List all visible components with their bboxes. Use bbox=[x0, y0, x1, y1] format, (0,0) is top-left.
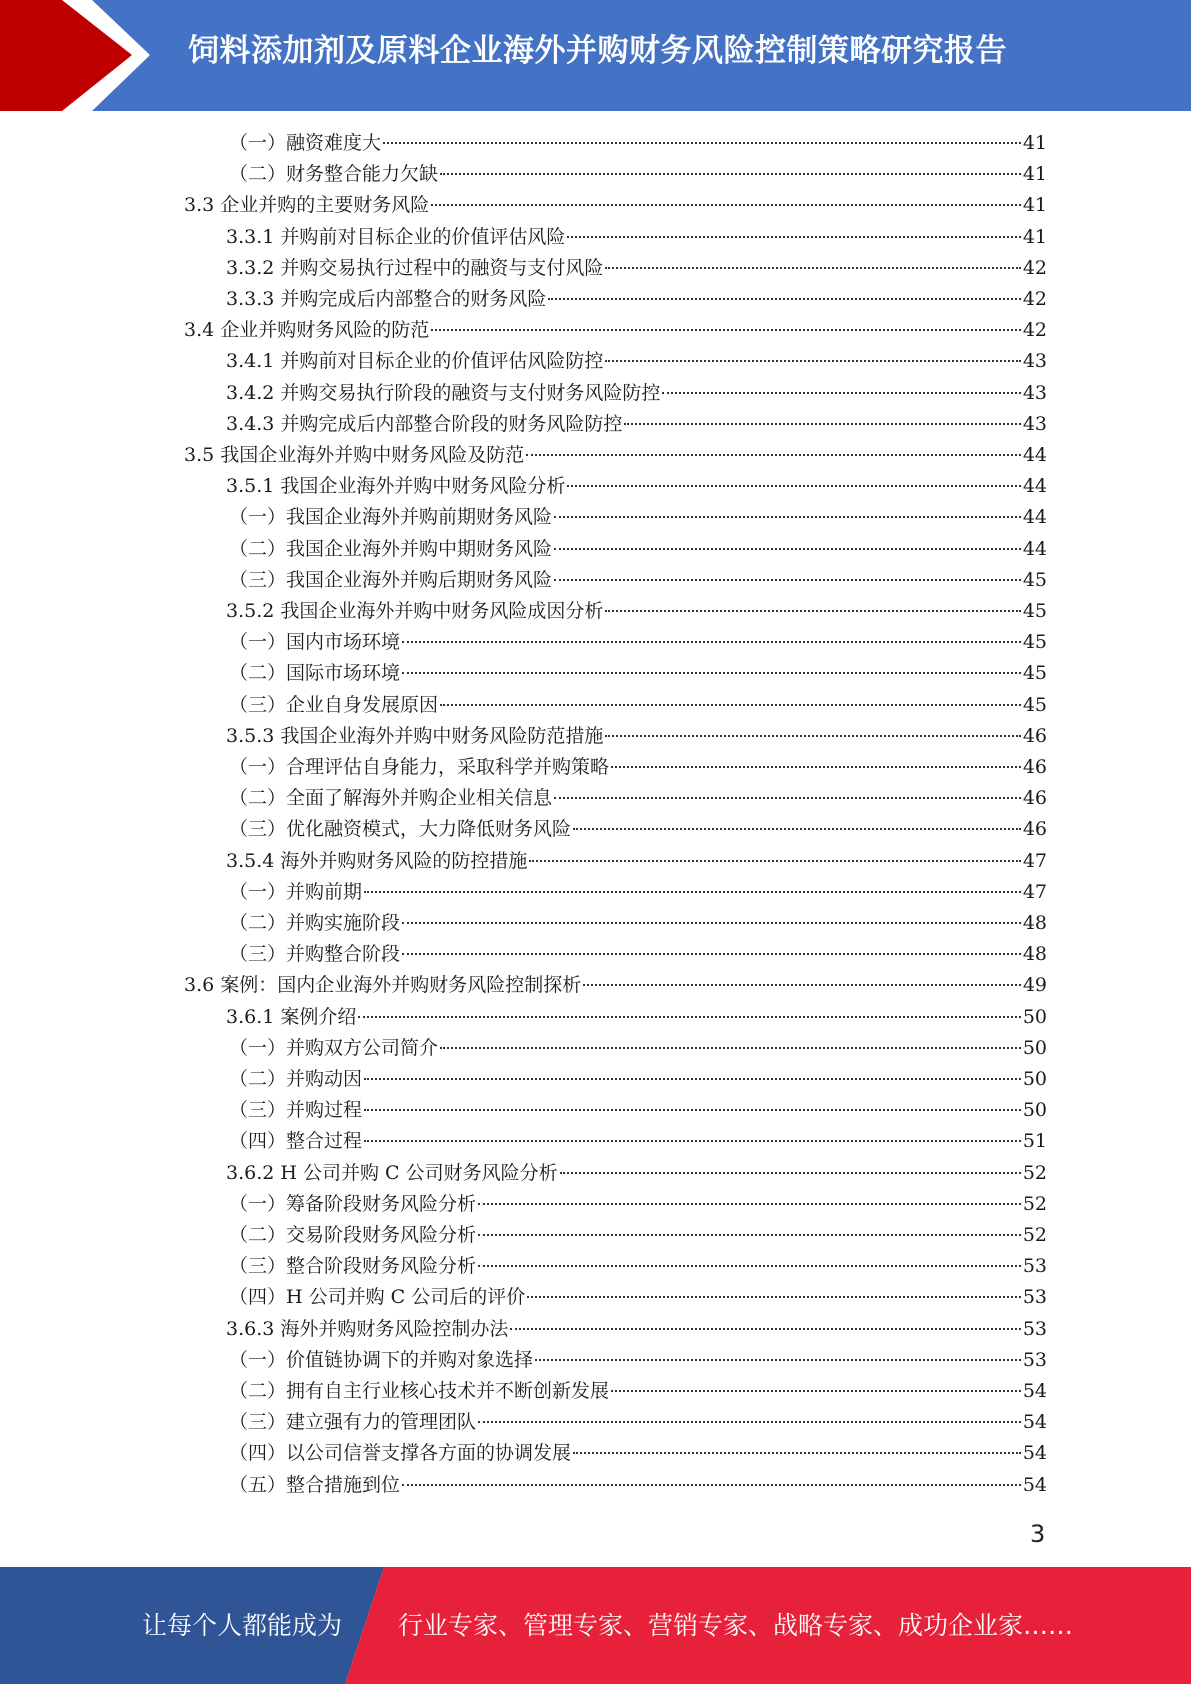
toc-entry-page: 44 bbox=[1022, 537, 1047, 560]
toc-entry-label: （四）H 公司并购 C 公司后的评价 bbox=[229, 1286, 526, 1309]
page-header bbox=[0, 0, 1191, 111]
toc-entry-label: 3.6.3 海外并购财务风险控制办法 bbox=[226, 1317, 509, 1340]
toc-dot-leader bbox=[364, 1077, 1021, 1080]
toc-entry-label: 3.3 企业并购的主要财务风险 bbox=[184, 194, 430, 217]
toc-entry-label: 3.6.1 案例介绍 bbox=[226, 1005, 357, 1028]
toc-dot-leader bbox=[554, 547, 1021, 550]
toc-entry-page: 41 bbox=[1022, 194, 1047, 217]
toc-entry-label: 3.6 案例：国内企业海外并购财务风险控制探析 bbox=[184, 974, 582, 997]
toc-dot-leader bbox=[560, 1171, 1021, 1174]
toc-entry-label: （一）我国企业海外并购前期财务风险 bbox=[229, 506, 553, 529]
toc-entry-label: （二）并购实施阶段 bbox=[229, 912, 401, 934]
toc-entry-page: 54 bbox=[1022, 1380, 1047, 1402]
toc-entry[interactable] bbox=[229, 627, 1047, 658]
toc-entry[interactable] bbox=[226, 1314, 1047, 1345]
toc-entry-page: 42 bbox=[1022, 288, 1047, 310]
page-number: 3 bbox=[1030, 1520, 1046, 1548]
toc-entry-label: （三）优化融资模式，大力降低财务风险 bbox=[229, 818, 572, 841]
toc-entry-label: （三）并购整合阶段 bbox=[229, 943, 401, 966]
toc-dot-leader bbox=[440, 1046, 1021, 1049]
toc-entry[interactable] bbox=[229, 534, 1047, 565]
toc-entry-page: 45 bbox=[1022, 693, 1047, 716]
toc-entry-label: （二）并购动因 bbox=[229, 1068, 363, 1090]
toc-entry[interactable] bbox=[226, 253, 1047, 284]
toc-dot-leader bbox=[554, 578, 1021, 581]
toc-dot-leader bbox=[605, 734, 1020, 737]
toc-entry-label: （二）全面了解海外并购企业相关信息 bbox=[229, 787, 553, 810]
toc-dot-leader bbox=[431, 328, 1021, 331]
toc-entry-page: 54 bbox=[1022, 1411, 1047, 1434]
toc-entry[interactable] bbox=[229, 1282, 1047, 1313]
toc-entry-label: 3.3.3 并购完成后内部整合的财务风险 bbox=[226, 288, 547, 310]
toc-entry-label: （三）企业自身发展原因 bbox=[229, 693, 439, 716]
toc-entry-page: 47 bbox=[1022, 880, 1047, 903]
toc-entry-page: 46 bbox=[1022, 818, 1047, 841]
toc-entry-page: 43 bbox=[1022, 412, 1047, 435]
toc-dot-leader bbox=[605, 359, 1020, 362]
toc-entry-page: 43 bbox=[1022, 381, 1047, 404]
toc-entry[interactable] bbox=[229, 908, 1047, 939]
toc-dot-leader bbox=[383, 141, 1021, 144]
toc-dot-leader bbox=[529, 859, 1020, 862]
toc-dot-leader bbox=[548, 297, 1020, 300]
toc-entry-label: 3.5.3 我国企业海外并购中财务风险防范措施 bbox=[226, 724, 604, 747]
toc-dot-leader bbox=[573, 827, 1021, 830]
toc-entry-page: 46 bbox=[1022, 787, 1047, 810]
toc-entry-label: （一）并购前期 bbox=[229, 880, 363, 903]
toc-entry-label: （二）拥有自主行业核心技术并不断创新发展 bbox=[229, 1380, 610, 1402]
toc-entry[interactable] bbox=[229, 1189, 1047, 1220]
toc-entry-page: 45 bbox=[1022, 631, 1047, 654]
toc-entry-label: 3.4.3 并购完成后内部整合阶段的财务风险防控 bbox=[226, 412, 623, 435]
toc-entry-page: 50 bbox=[1022, 1005, 1047, 1028]
toc-entry-page: 42 bbox=[1022, 319, 1047, 342]
toc-entry-label: 3.4 企业并购财务风险的防范 bbox=[184, 319, 430, 342]
toc-entry-page: 52 bbox=[1022, 1192, 1047, 1215]
toc-entry[interactable] bbox=[226, 346, 1047, 377]
toc-entry[interactable] bbox=[229, 1220, 1047, 1251]
toc-entry[interactable] bbox=[226, 378, 1047, 409]
toc-dot-leader bbox=[510, 1327, 1020, 1330]
toc-entry[interactable] bbox=[226, 409, 1047, 440]
toc-entry[interactable] bbox=[229, 783, 1047, 814]
toc-entry-label: （一）价值链协调下的并购对象选择 bbox=[229, 1348, 534, 1371]
toc-dot-leader bbox=[624, 422, 1020, 425]
toc-entry-page: 44 bbox=[1022, 444, 1047, 466]
toc-dot-leader bbox=[554, 796, 1021, 799]
toc-entry-page: 41 bbox=[1022, 225, 1047, 248]
toc-entry-page: 52 bbox=[1022, 1161, 1047, 1184]
toc-entry-label: （一）融资难度大 bbox=[229, 132, 382, 154]
toc-entry[interactable] bbox=[229, 1470, 1047, 1501]
toc-dot-leader bbox=[611, 1389, 1021, 1392]
toc-entry[interactable] bbox=[229, 1095, 1047, 1126]
toc-entry[interactable] bbox=[184, 970, 1047, 1001]
toc-entry-page: 53 bbox=[1022, 1317, 1047, 1340]
toc-entry-label: （四）整合过程 bbox=[229, 1130, 363, 1153]
toc-entry-page: 53 bbox=[1022, 1255, 1047, 1278]
toc-entry-label: 3.4.2 并购交易执行阶段的融资与支付财务风险防控 bbox=[226, 381, 661, 404]
toc-dot-leader bbox=[478, 1202, 1021, 1205]
toc-entry[interactable] bbox=[229, 1064, 1047, 1095]
toc-entry-page: 49 bbox=[1022, 974, 1047, 997]
toc-entry-label: （一）并购双方公司简介 bbox=[229, 1036, 439, 1059]
toc-entry-page: 45 bbox=[1022, 568, 1047, 591]
toc-dot-leader bbox=[431, 203, 1021, 206]
toc-entry[interactable] bbox=[184, 190, 1047, 221]
toc-entry-page: 52 bbox=[1022, 1224, 1047, 1246]
toc-dot-leader bbox=[402, 1483, 1021, 1486]
toc-entry-page: 50 bbox=[1022, 1036, 1047, 1059]
toc-entry-label: （一）筹备阶段财务风险分析 bbox=[229, 1192, 477, 1215]
toc-dot-leader bbox=[567, 484, 1020, 487]
toc-entry[interactable] bbox=[229, 877, 1047, 908]
toc-entry[interactable] bbox=[226, 721, 1047, 752]
toc-dot-leader bbox=[583, 983, 1021, 986]
toc-dot-leader bbox=[535, 1358, 1021, 1361]
toc-entry-label: 3.5.4 海外并购财务风险的防控措施 bbox=[226, 849, 528, 872]
toc-entry[interactable] bbox=[229, 502, 1047, 533]
toc-entry[interactable] bbox=[226, 222, 1047, 253]
toc-entry-page: 54 bbox=[1022, 1442, 1047, 1465]
toc-dot-leader bbox=[554, 515, 1021, 518]
toc-dot-leader bbox=[567, 235, 1020, 238]
toc-entry-label: （二）国际市场环境 bbox=[229, 662, 401, 685]
toc-entry-page: 54 bbox=[1022, 1473, 1047, 1496]
toc-entry-page: 41 bbox=[1022, 163, 1047, 186]
toc-entry[interactable] bbox=[226, 1002, 1047, 1033]
toc-entry[interactable] bbox=[229, 1407, 1047, 1438]
toc-entry-label: （三）我国企业海外并购后期财务风险 bbox=[229, 568, 553, 591]
toc-dot-leader bbox=[527, 1295, 1021, 1298]
toc-dot-leader bbox=[364, 1108, 1021, 1111]
toc-entry-label: （二）交易阶段财务风险分析 bbox=[229, 1224, 477, 1246]
toc-entry-page: 42 bbox=[1022, 256, 1047, 279]
toc-entry-page: 48 bbox=[1022, 912, 1047, 934]
toc-entry-label: 3.5.1 我国企业海外并购中财务风险分析 bbox=[226, 475, 566, 498]
toc-entry-page: 44 bbox=[1022, 506, 1047, 529]
toc-entry[interactable] bbox=[229, 658, 1047, 689]
toc-entry-label: 3.4.1 并购前对目标企业的价值评估风险防控 bbox=[226, 350, 604, 373]
toc-dot-leader bbox=[605, 609, 1020, 612]
toc-entry[interactable] bbox=[229, 939, 1047, 970]
toc-entry-page: 47 bbox=[1022, 849, 1047, 872]
toc-entry-label: （三）整合阶段财务风险分析 bbox=[229, 1255, 477, 1278]
toc-dot-leader bbox=[662, 391, 1020, 394]
toc-entry[interactable] bbox=[226, 596, 1047, 627]
toc-entry-label: 3.6.2 H 公司并购 C 公司财务风险分析 bbox=[226, 1161, 558, 1184]
toc-entry-page: 51 bbox=[1022, 1130, 1047, 1153]
toc-entry-page: 41 bbox=[1022, 132, 1047, 154]
toc-entry-page: 48 bbox=[1022, 943, 1047, 966]
toc-entry-label: （三）建立强有力的管理团队 bbox=[229, 1411, 477, 1434]
toc-dot-leader bbox=[611, 765, 1021, 768]
toc-dot-leader bbox=[364, 890, 1021, 893]
toc-entry[interactable] bbox=[229, 1376, 1047, 1407]
toc-dot-leader bbox=[605, 266, 1020, 269]
toc-entry-label: 3.3.2 并购交易执行过程中的融资与支付风险 bbox=[226, 256, 604, 279]
toc-entry-page: 50 bbox=[1022, 1068, 1047, 1090]
page-footer bbox=[0, 1567, 1191, 1684]
toc-entry[interactable] bbox=[226, 846, 1047, 877]
toc-entry-page: 53 bbox=[1022, 1348, 1047, 1371]
toc-entry[interactable] bbox=[229, 1251, 1047, 1282]
toc-entry-page: 45 bbox=[1022, 662, 1047, 685]
toc-entry[interactable] bbox=[229, 128, 1047, 159]
toc-entry[interactable] bbox=[226, 471, 1047, 502]
toc-entry-label: （二）我国企业海外并购中期财务风险 bbox=[229, 537, 553, 560]
toc-entry-label: （五）整合措施到位 bbox=[229, 1473, 401, 1496]
toc-entry-label: 3.5 我国企业海外并购中财务风险及防范 bbox=[184, 444, 525, 466]
toc-dot-leader bbox=[402, 640, 1021, 643]
toc-entry-label: （二）财务整合能力欠缺 bbox=[229, 163, 439, 186]
toc-entry[interactable] bbox=[229, 1438, 1047, 1469]
document-title: 饲料添加剂及原料企业海外并购财务风险控制策略研究报告 bbox=[188, 33, 1007, 69]
toc-entry[interactable] bbox=[226, 284, 1047, 315]
toc-dot-leader bbox=[402, 921, 1021, 924]
toc-dot-leader bbox=[478, 1233, 1021, 1236]
toc-dot-leader bbox=[526, 453, 1021, 456]
toc-entry-page: 45 bbox=[1022, 600, 1047, 622]
toc-dot-leader bbox=[478, 1420, 1021, 1423]
footer-slogan-right: 行业专家、管理专家、营销专家、战略专家、成功企业家…… bbox=[398, 1611, 1074, 1640]
footer-slogan-left: 让每个人都能成为 bbox=[142, 1611, 343, 1640]
toc-entry-label: （一）国内市场环境 bbox=[229, 631, 401, 654]
toc-entry-label: 3.3.1 并购前对目标企业的价值评估风险 bbox=[226, 225, 566, 248]
toc-entry-page: 53 bbox=[1022, 1286, 1047, 1309]
toc-entry-page: 43 bbox=[1022, 350, 1047, 373]
toc-entry-page: 46 bbox=[1022, 756, 1047, 778]
toc-dot-leader bbox=[402, 671, 1021, 674]
toc-entry[interactable] bbox=[229, 690, 1047, 721]
toc-dot-leader bbox=[358, 1015, 1020, 1018]
toc-entry[interactable] bbox=[229, 565, 1047, 596]
toc-entry-page: 44 bbox=[1022, 475, 1047, 498]
toc-entry[interactable] bbox=[229, 159, 1047, 190]
toc-entry-label: （四）以公司信誉支撑各方面的协调发展 bbox=[229, 1442, 572, 1465]
toc-dot-leader bbox=[573, 1451, 1021, 1454]
toc-entry[interactable] bbox=[184, 315, 1047, 346]
toc-entry[interactable] bbox=[229, 1345, 1047, 1376]
toc-entry[interactable] bbox=[229, 1126, 1047, 1157]
toc-entry-label: （三）并购过程 bbox=[229, 1099, 363, 1122]
toc-entry-page: 46 bbox=[1022, 724, 1047, 747]
toc-entry[interactable] bbox=[229, 814, 1047, 845]
toc-dot-leader bbox=[364, 1139, 1021, 1142]
toc-entry[interactable] bbox=[226, 1158, 1047, 1189]
toc-entry[interactable] bbox=[229, 1033, 1047, 1064]
toc-dot-leader bbox=[402, 952, 1021, 955]
toc-entry-label: 3.5.2 我国企业海外并购中财务风险成因分析 bbox=[226, 600, 604, 622]
toc-dot-leader bbox=[478, 1264, 1021, 1267]
toc-dot-leader bbox=[440, 172, 1021, 175]
toc-entry-page: 50 bbox=[1022, 1099, 1047, 1122]
toc-entry[interactable] bbox=[184, 440, 1047, 471]
toc-entry[interactable] bbox=[229, 752, 1047, 783]
toc-entry-label: （一）合理评估自身能力，采取科学并购策略 bbox=[229, 756, 610, 778]
toc-dot-leader bbox=[440, 703, 1021, 706]
